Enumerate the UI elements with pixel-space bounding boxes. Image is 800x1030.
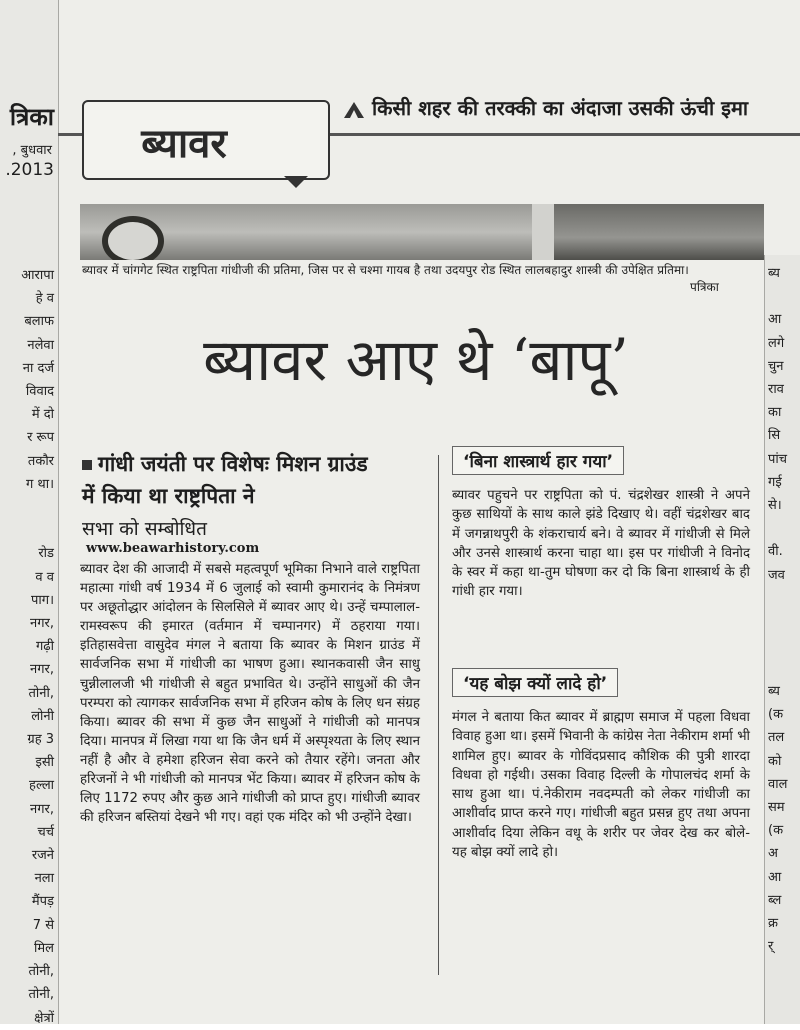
masthead-tagline: [342, 94, 794, 124]
strip-word: का: [768, 405, 782, 421]
box1-heading: ‘बिना शास्त्रार्थ हार गया’: [452, 446, 624, 475]
box1-paragraph: ब्यावर पहुचने पर राष्ट्रपिता को पं. चंद्रशेखर शास्त्री ने अपने कुछ साथियों के साथ काले झंडे दिखाए थे। वहीं चंद्रशेखर बाद में जगन्नाथपुरी के शंकराचार्य बने। वे ब्यावर में गांधीजी से मिले और उनसे शास्त्रार्थ करना चाहा था। इस पर गांधीजी ने विनोद के स्वर में कहा था-तुम घोषणा कर दो कि बिना शास्त्रार्थ के ही गांधी हार गया।: [452, 488, 750, 600]
strip-word: हे व: [35, 291, 54, 307]
strip-word: 7 से: [32, 917, 54, 933]
publication-year: .2013: [5, 160, 54, 180]
strip-word: हल्ला: [29, 778, 54, 794]
strip-word: सि: [768, 428, 781, 444]
strip-word: आरापा: [21, 268, 54, 283]
strip-word: र रूप: [27, 430, 54, 446]
tagline-text: किसी शहर की तरक्की का अंदाजा उसकी ऊंची इमा: [372, 96, 749, 120]
box1-body: [452, 486, 750, 602]
strip-word: तल: [768, 730, 785, 746]
strip-word: लोनी: [31, 708, 54, 724]
triangle-logo-icon: [342, 101, 366, 119]
publication-day: , बुधवार: [12, 143, 52, 158]
strip-word: बलाफ: [24, 314, 54, 330]
shastri-statue-photo: [554, 204, 764, 260]
strip-word: से।: [768, 498, 782, 514]
strip-word: तोनी,: [28, 964, 54, 980]
city-section-box: [82, 100, 330, 180]
photo-caption: ब्यावर में चांगगेट स्थित राष्ट्रपिता गांधीजी की प्रतिमा, जिस पर से चश्मा गायब है तथा उदयपुर रोड स्थित लालबहादुर शास्त्री की उपेक्षित प्रतिमा।: [82, 263, 689, 277]
city-section-title: ब्यावर: [141, 121, 227, 167]
strip-word: नगर,: [30, 801, 54, 817]
strip-word: इसी: [35, 755, 54, 771]
subhead-line-3: सभा को सम्बोधित: [82, 518, 207, 540]
strip-word: वी.: [768, 544, 783, 560]
strip-word: ब्ल: [768, 892, 782, 908]
strip-word: को: [768, 753, 782, 769]
strip-word: विवाद: [25, 384, 54, 400]
strip-word: गढ़ी: [35, 639, 54, 655]
bullet-icon: [82, 460, 92, 470]
strip-word: लगे: [768, 335, 785, 351]
strip-word: चर्च: [37, 824, 54, 840]
strip-word: र्: [768, 939, 774, 955]
strip-word: ब्य: [768, 266, 780, 281]
right-strip-text-lower: [768, 680, 798, 958]
newspaper-name: त्रिका: [9, 103, 54, 131]
strip-word: जव: [768, 567, 785, 583]
strip-word: तोनी,: [28, 685, 54, 701]
strip-word: क्र: [768, 916, 778, 932]
strip-word: आ: [768, 312, 782, 328]
strip-word: पाग।: [31, 592, 54, 608]
box2-body: [452, 708, 750, 862]
article-body-left: [80, 560, 420, 827]
strip-word: राव: [768, 382, 784, 398]
strip-word: तोनी,: [28, 987, 54, 1003]
subhead-line-1: गांधी जयंती पर विशेषः मिशन ग्राउंड: [98, 452, 368, 476]
strip-word: मैंपड़: [31, 894, 54, 910]
strip-word: ब्य: [768, 684, 780, 699]
strip-word: व व: [35, 569, 54, 585]
strip-word: अ: [768, 846, 778, 862]
strip-word: रजने: [31, 848, 54, 864]
strip-word: सम: [768, 800, 785, 816]
strip-word: (क: [768, 707, 784, 723]
gandhi-statue-photo: [80, 204, 532, 260]
article-headline: ब्यावर आए थे ‘बापू’: [203, 326, 629, 394]
strip-word: क्षेत्रों: [34, 1010, 54, 1026]
strip-word: नला: [34, 871, 54, 887]
strip-word: [768, 517, 798, 540]
strip-word: [768, 285, 798, 308]
strip-word: ना दर्ज: [22, 360, 54, 376]
photo-strip: [80, 204, 764, 260]
strip-word: नलेवा: [27, 337, 54, 353]
strip-word: रोड: [38, 546, 54, 562]
strip-word: मिल: [34, 940, 54, 956]
strip-word: वाल: [768, 776, 788, 792]
strip-word: [0, 519, 54, 542]
strip-word: आ: [768, 869, 782, 885]
box2-paragraph: मंगल ने बताया कित ब्यावर में ब्राह्मण समाज में पहला विधवा विवाह हुआ था। इसमें भिवानी के कांग्रेस नेता नेकीराम शर्मा भी शामिल हुए। ब्यावर के गोविंदप्रसाद कौशिक की पुत्री शारदा विधवा हो गईथी। उसका विवाह दिल्ली के गोपालचंद शर्मा के साथ हुआ था। पं.नेकीराम नवदम्पती को लेकर गांधीजी का आशीर्वाद प्राप्त करने गए। गांधीजी बहुत प्रसन्न हुए तथा अपना आशीर्वाद दिया लेकिन वधू के शरीर पर जेवर देख कर बोले- यह बोझ क्यों लादे हो।: [452, 710, 750, 861]
website-watermark: www.beawarhistory.com: [86, 541, 260, 556]
column-divider: [438, 455, 439, 975]
box2-heading: ‘यह बोझ क्यों लादे हो’: [452, 668, 618, 697]
strip-word: गई: [768, 474, 782, 490]
strip-word: नगर,: [30, 616, 54, 632]
strip-word: ग्रह 3: [27, 732, 54, 748]
strip-word: (क: [768, 823, 784, 839]
photo-credit: पत्रिका: [690, 280, 719, 294]
left-strip-text: [0, 264, 54, 1030]
strip-word: [0, 496, 54, 519]
body-paragraph: ब्यावर देश की आजादी में सबसे महत्वपूर्ण भूमिका निभाने वाले राष्ट्रपिता महात्मा गांधी वर्ष 1934 में 6 जुलाई को स्वामी कुमारानंद के निमंत्रण पर अछूतोद्धार आंदोलन के सिलसिले में ब्यावर आए थे। उन्हें चम्पालाल-रामस्वरूप की इमारत (वर्तमान में चम्पानगर) में ठहराया गया। इतिहासवेत्ता वासुदेव मंगल ने बताया कि ब्यावर के मिशन ग्राउंड में सार्वजनिक सभा में गांधीजी का भाषण हुआ। स्थानकवासी जैन साधु चुन्नीलालजी भी गांधीजी से बहुत प्रभावित थे। उन्होंने साधुओं की जैन परम्परा को त्यागकर सार्वजनिक सभा में हरिजन कोष के लिए धन संग्रह किया। ब्यावर की सभा में कुछ जैन साधुओं ने गांधीजी को मानपत्र दिया। मानपत्र में लिखा गया था कि जैन धर्म में अस्पृश्यता के लिए स्थान नहीं है और वे हमेशा हरिजन सेवा करने को तैयार रहेंगे। जनता और हरिजनों ने भी गांधीजी को मानपत्र भेंट किया। ब्यावर में हरिजन कोष के लिए 1172 रुपए और कुछ आने गांधीजी को प्राप्त हुए। गांधीजी ब्यावर की हरिजन बस्तियां देखने भी गए। वहां एक मंदिर को भी उन्होंने देखा।: [80, 562, 420, 826]
strip-word: नगर,: [30, 662, 54, 678]
strip-word: में दो: [31, 407, 54, 423]
right-strip-text: [768, 262, 798, 587]
subhead-line-2: में किया था राष्ट्रपिता ने: [82, 484, 255, 508]
strip-word: पांच: [768, 451, 788, 467]
statue-spectacles-icon: [102, 216, 164, 260]
strip-word: ग था।: [25, 476, 54, 492]
strip-word: चुन: [768, 358, 784, 374]
strip-word: तकौर: [27, 453, 54, 469]
article-subheadline: [82, 448, 422, 545]
